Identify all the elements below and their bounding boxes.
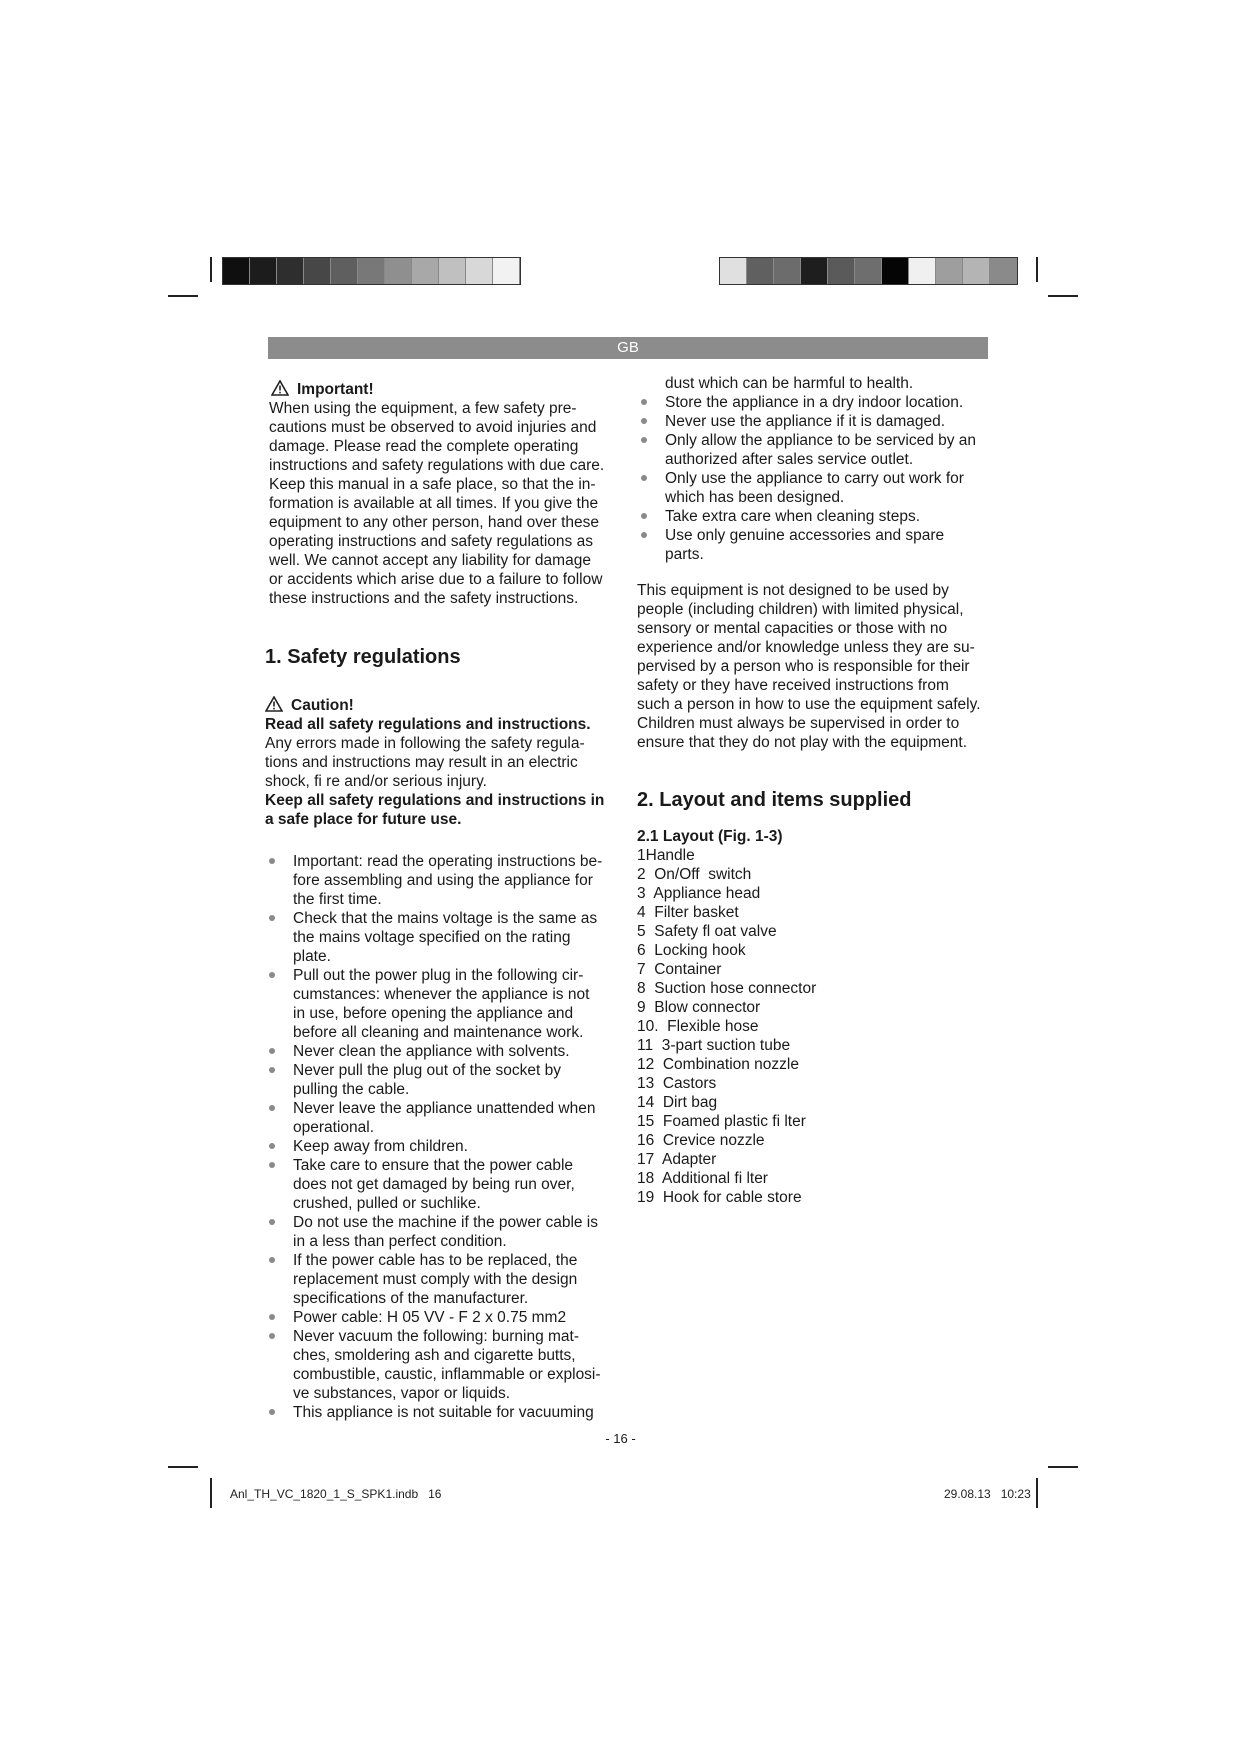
color-patch	[493, 258, 520, 284]
crop-mark-top-right	[1036, 257, 1038, 282]
caution-text: Any errors made in following the safety regula-tions and instructions may result in an electric shock, fi re and/or serious injury.	[265, 735, 585, 790]
bullet-item	[637, 469, 982, 507]
bullet-item	[637, 507, 982, 526]
color-patch	[963, 258, 990, 284]
parts-list-item: 5 Safety fl oat valve	[637, 923, 777, 940]
color-patch	[385, 258, 412, 284]
crop-mark-top-left-h	[168, 295, 198, 297]
bullet-text: Never leave the appliance unattended when operational.	[293, 1100, 596, 1136]
bullet-text: Never use the appliance if it is damaged.	[665, 413, 946, 430]
right-column	[637, 374, 982, 1207]
color-patch	[331, 258, 358, 284]
bullet-text: If the power cable has to be replaced, the replacement must comply with the design specifications of the manufacturer.	[293, 1252, 578, 1307]
bullet-item	[265, 1327, 605, 1403]
crop-mark-bottom-left	[210, 1478, 212, 1508]
color-patch	[277, 258, 304, 284]
bullet-text: Check that the mains voltage is the same as the mains voltage specified on the rating plate.	[293, 910, 598, 965]
subsection-2-1-title: 2.1 Layout (Fig. 1-3)	[637, 828, 783, 845]
page-number: - 16 -	[605, 1431, 636, 1446]
caution-heading: Caution!	[265, 696, 605, 715]
bullet-icon	[641, 437, 647, 443]
crop-mark-top-left	[210, 257, 212, 282]
parts-list-item: 4 Filter basket	[637, 904, 739, 921]
bullet-icon	[269, 1257, 275, 1263]
bullet-icon	[269, 1219, 275, 1225]
bullet-item	[265, 909, 605, 966]
parts-list-item: 16 Crevice nozzle	[637, 1132, 765, 1149]
bullet-icon	[269, 1105, 275, 1111]
bullet-item	[265, 966, 605, 1042]
parts-list-item: 10. Flexible hose	[637, 1018, 759, 1035]
color-patch	[466, 258, 493, 284]
important-text: When using the equipment, a few safety pre-cautions must be observed to avoid injuries and damage. Please read the complete operating instructions and safety regulations with due care. Keep this manual in a safe place, so that the in-formation is available at all times. If you give the equipment to any other person, hand over these operating instructions and safety regulations as well. We cannot accept any liability for damage or accidents which arise due to a failure to follow these instructions and the safety instructions.	[269, 400, 605, 607]
bullet-icon	[269, 1333, 275, 1339]
bullet-item	[265, 1251, 605, 1308]
parts-list-item: 17 Adapter	[637, 1151, 717, 1168]
warning-icon	[271, 380, 289, 396]
color-patch	[358, 258, 385, 284]
color-patch	[936, 258, 963, 284]
warning-icon	[265, 696, 283, 712]
bullet-item	[265, 852, 605, 909]
parts-list-item: 18 Additional fi lter	[637, 1170, 768, 1187]
parts-list-item: 13 Castors	[637, 1075, 717, 1092]
bullet-icon	[269, 1162, 275, 1168]
parts-list-item: 2 On/Off switch	[637, 866, 752, 883]
color-registration-bar-right	[719, 257, 1018, 285]
bullet-item	[265, 1308, 605, 1327]
bullet-item	[265, 1156, 605, 1213]
color-patch	[828, 258, 855, 284]
crop-mark-bottom-right	[1036, 1478, 1038, 1508]
caution-bold-2: Keep all safety regulations and instructions in a safe place for future use.	[265, 792, 605, 828]
parts-list-item: 1Handle	[637, 847, 695, 864]
bullet-icon	[269, 972, 275, 978]
crop-mark-bottom-right-h	[1048, 1466, 1078, 1468]
bullet-text: Never clean the appliance with solvents.	[293, 1043, 570, 1060]
footer-date: 29.08.13 10:23	[944, 1487, 1031, 1501]
bullet-icon	[269, 1143, 275, 1149]
parts-list-item: 11 3-part suction tube	[637, 1037, 791, 1054]
bullet-icon	[269, 1067, 275, 1073]
bullet-icon	[641, 418, 647, 424]
parts-list-item: 7 Container	[637, 961, 722, 978]
bullet-item	[265, 1042, 605, 1061]
bullet-icon	[269, 858, 275, 864]
parts-list-item: 8 Suction hose connector	[637, 980, 817, 997]
bullet-text: Power cable: H 05 VV - F 2 x 0.75 mm2	[293, 1309, 567, 1326]
bullet-item	[637, 393, 982, 412]
bullet-text: Pull out the power plug in the following cir-cumstances: whenever the appliance is not in use, before opening the appliance and before all cleaning and maintenance work.	[293, 967, 590, 1041]
color-patch	[882, 258, 909, 284]
color-patch	[250, 258, 277, 284]
color-patch	[774, 258, 801, 284]
capacity-paragraph: This equipment is not designed to be used by people (including children) with limited physical, sensory or mental capacities or those with no experience and/or knowledge unless they are su-pervised by a person who is responsible for their safety or they have received instructions from such a person in how to use the equipment safely. Children must always be supervised in order to ensure that they do not play with the equipment.	[637, 582, 981, 751]
left-column	[265, 380, 605, 1422]
caution-bold-1: Read all safety regulations and instructions.	[265, 716, 591, 733]
color-patch	[720, 258, 747, 284]
bullet-text: Important: read the operating instructions be-fore assembling and using the appliance for the first time.	[293, 853, 603, 908]
parts-list	[637, 846, 982, 1207]
bullet-text: Keep away from children.	[293, 1138, 468, 1155]
section-2-title: 2. Layout and items supplied	[637, 789, 912, 811]
continuation-text: dust which can be harmful to health.	[665, 375, 914, 392]
color-registration-bar-left	[222, 257, 521, 285]
color-patch	[439, 258, 466, 284]
bullet-item	[265, 1099, 605, 1137]
bullet-item	[265, 1137, 605, 1156]
bullet-icon	[641, 513, 647, 519]
bullet-icon	[641, 399, 647, 405]
parts-list-item: 9 Blow connector	[637, 999, 761, 1016]
parts-list-item: 15 Foamed plastic fi lter	[637, 1113, 806, 1130]
color-patch	[801, 258, 828, 284]
parts-list-item: 12 Combination nozzle	[637, 1056, 799, 1073]
color-patch	[412, 258, 439, 284]
crop-mark-bottom-left-h	[168, 1466, 198, 1468]
bullet-text: Use only genuine accessories and spare parts.	[665, 527, 945, 563]
bullet-icon	[641, 532, 647, 538]
parts-list-item: 14 Dirt bag	[637, 1094, 718, 1111]
bullet-item	[265, 1213, 605, 1251]
bullet-text: Take extra care when cleaning steps.	[665, 508, 921, 525]
bullet-item	[637, 431, 982, 469]
section-1-title: 1. Safety regulations	[265, 646, 461, 668]
color-patch	[855, 258, 882, 284]
parts-list-item: 3 Appliance head	[637, 885, 761, 902]
bullet-icon	[641, 475, 647, 481]
parts-list-item: 19 Hook for cable store	[637, 1189, 802, 1206]
bullet-item	[637, 526, 982, 564]
bullet-text: Never vacuum the following: burning mat-ches, smoldering ash and cigarette butts, combustible, caustic, inflammable or explosi-ve substances, vapor or liquids.	[293, 1328, 601, 1402]
bullet-text: Take care to ensure that the power cable does not get damaged by being run over, crushed, pulled or suchlike.	[293, 1157, 575, 1212]
color-patch	[304, 258, 331, 284]
bullet-item	[265, 1061, 605, 1099]
bullet-icon	[269, 1314, 275, 1320]
bullet-text: This appliance is not suitable for vacuuming	[293, 1404, 594, 1421]
color-patch	[223, 258, 250, 284]
important-heading: Important!	[265, 380, 605, 399]
bullet-text: Store the appliance in a dry indoor location.	[665, 394, 964, 411]
footer-file-info: Anl_TH_VC_1820_1_S_SPK1.indb 16	[230, 1487, 442, 1501]
parts-list-item: 6 Locking hook	[637, 942, 746, 959]
color-patch	[747, 258, 774, 284]
bullet-item	[265, 1403, 605, 1422]
safety-bullet-list-continued	[637, 393, 982, 564]
bullet-icon	[269, 915, 275, 921]
bullet-text: Only allow the appliance to be serviced by an authorized after sales service outlet.	[665, 432, 977, 468]
bullet-icon	[269, 1048, 275, 1054]
color-patch	[909, 258, 936, 284]
bullet-text: Never pull the plug out of the socket by pulling the cable.	[293, 1062, 561, 1098]
bullet-text: Only use the appliance to carry out work for which has been designed.	[665, 470, 964, 506]
bullet-item	[637, 412, 982, 431]
crop-mark-top-right-h	[1048, 295, 1078, 297]
language-label: GB	[617, 339, 639, 356]
bullet-icon	[269, 1409, 275, 1415]
color-patch	[990, 258, 1017, 284]
bullet-text: Do not use the machine if the power cable is in a less than perfect condition.	[293, 1214, 599, 1250]
safety-bullet-list	[265, 852, 605, 1422]
language-band	[268, 337, 988, 359]
